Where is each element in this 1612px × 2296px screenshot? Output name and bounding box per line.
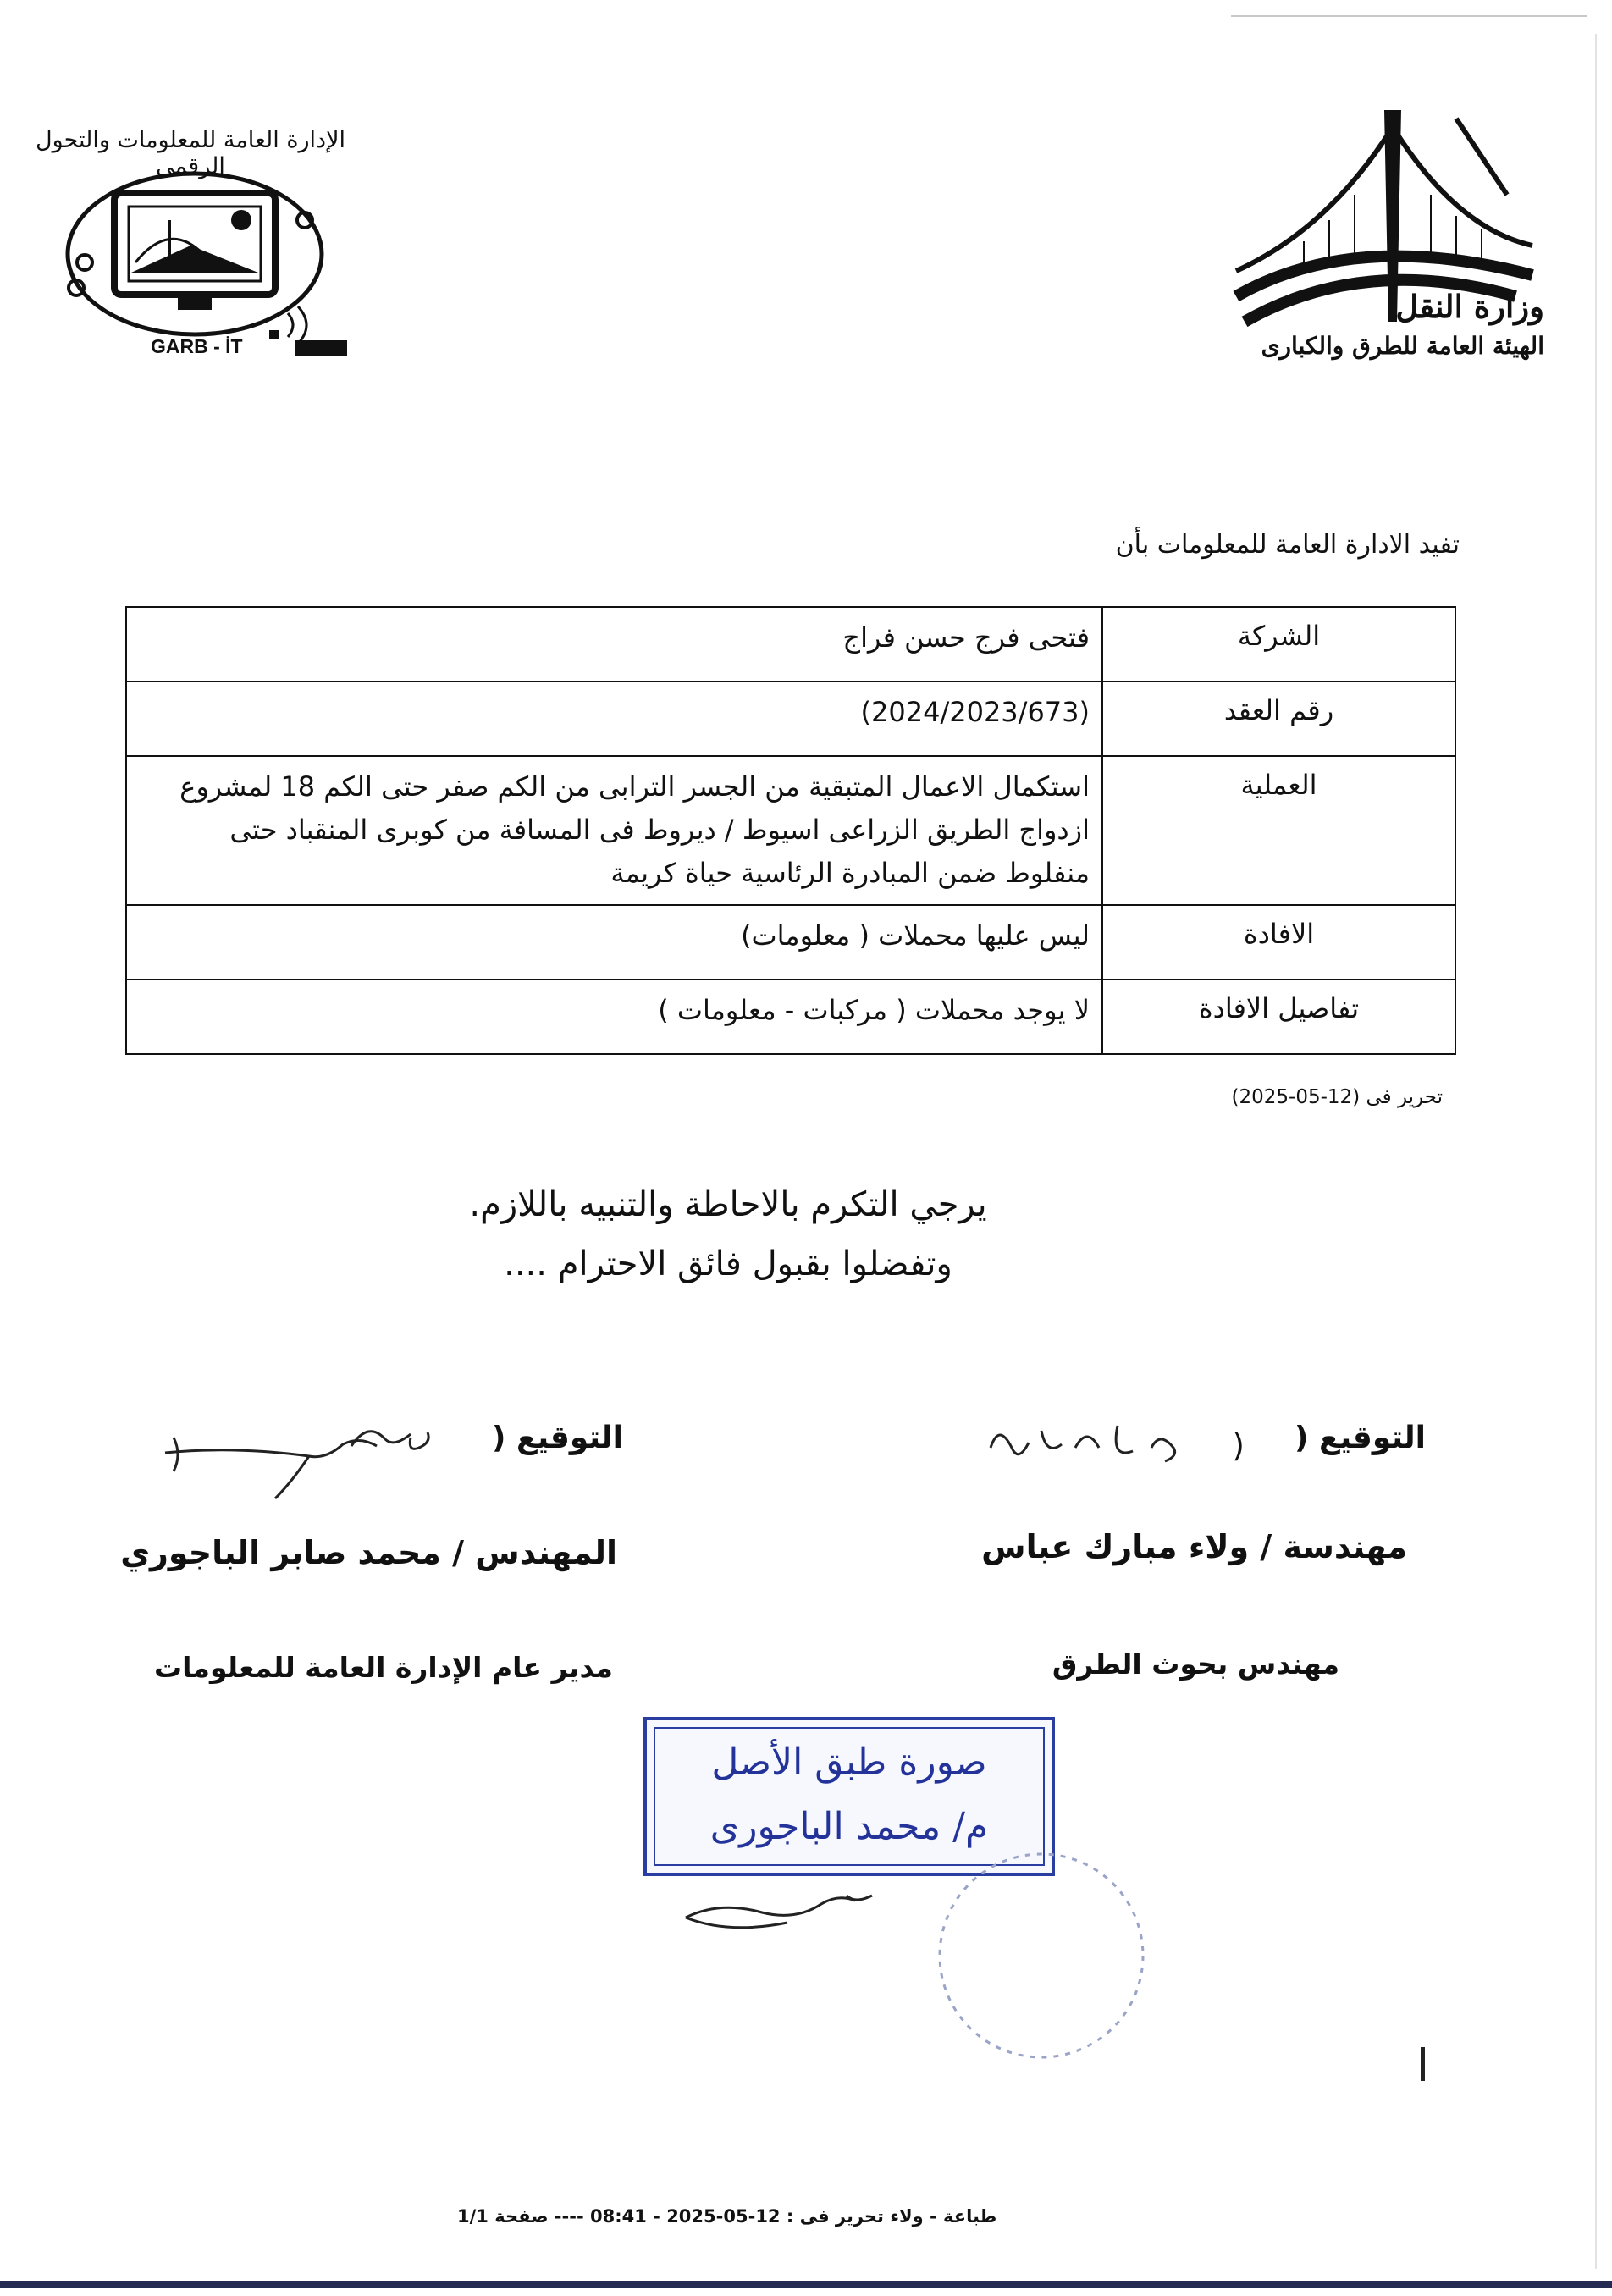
stamp-line-2: م/ محمد الباجورى xyxy=(709,1805,989,1848)
row-label: الشركة xyxy=(1102,607,1455,682)
signature-label-text: التوقيع ( xyxy=(1295,1421,1426,1455)
handwritten-signature-right xyxy=(974,1414,1261,1473)
signature-label-right xyxy=(1295,1421,1426,1455)
department-logo-text: الإدارة العامة للمعلومات والتحول الرقمى xyxy=(36,127,345,179)
stamp-signature xyxy=(677,1884,897,1943)
closing-line-1: يرجي التكرم بالاحاطة والتنبيه باللازم. xyxy=(469,1185,987,1224)
row-label: تفاصيل الافادة xyxy=(1102,980,1455,1054)
ministry-name: وزارة النقل xyxy=(1395,288,1544,325)
engineer-title-right: مهندس بحوث الطرق xyxy=(1052,1647,1339,1681)
table-row xyxy=(126,756,1455,905)
row-value: ليس عليها محملات ( معلومات) xyxy=(126,905,1102,980)
handwritten-signature-left xyxy=(157,1412,512,1505)
scan-top-line xyxy=(1231,15,1587,17)
scan-right-edge xyxy=(1595,34,1597,2269)
row-value: استكمال الاعمال المتبقية من الجسر الترابى من الكم صفر حتى الكم 18 لمشروع ازدواج الطريق الزراعى اسيوط / ديروط فى المسافة من كوبرى المنقباد حتى منفلوط ضمن المبادرة الرئاسية حياة كريمة xyxy=(126,756,1102,905)
row-value: (2024/2023/673) xyxy=(126,682,1102,756)
closing-paren: ) xyxy=(1232,1427,1245,1464)
garb-it-logo xyxy=(34,161,347,415)
engineer-title-left: مدير عام الإدارة العامة للمعلومات xyxy=(153,1651,613,1684)
faint-round-seal xyxy=(931,1846,1151,2066)
issue-date: تحرير فى (12-05-2025) xyxy=(1231,1086,1443,1108)
authority-name: الهيئة العامة للطرق والكبارى xyxy=(1261,332,1544,360)
engineer-name-right: مهندسة / ولاء مبارك عباس xyxy=(981,1528,1407,1565)
table-row xyxy=(126,905,1455,980)
table-row xyxy=(126,980,1455,1054)
row-label: الافادة xyxy=(1102,905,1455,980)
margin-mark xyxy=(1421,2047,1425,2081)
scan-bottom-edge xyxy=(0,2281,1612,2288)
table-row xyxy=(126,682,1455,756)
stamp-line-1: صورة طبق الأصل xyxy=(711,1741,987,1784)
row-value: لا يوجد محملات ( مركبات - معلومات ) xyxy=(126,980,1102,1054)
print-footer: طباعة - ولاء تحرير فى : 12-05-2025 - 08:41 ---- صفحة 1/1 xyxy=(457,2206,997,2227)
row-label: العملية xyxy=(1102,756,1455,905)
intro-text: تفيد الادارة العامة للمعلومات بأن xyxy=(1115,530,1460,560)
row-label: رقم العقد xyxy=(1102,682,1455,756)
row-value: فتحى فرج حسن فراج xyxy=(126,607,1102,682)
garb-it-label: GARB - İT xyxy=(151,335,243,357)
signature-label-text: التوقيع ( xyxy=(492,1421,623,1455)
engineer-name-left: المهندس / محمد صابر الباجوري xyxy=(120,1534,617,1571)
table-row xyxy=(126,607,1455,682)
info-table xyxy=(125,606,1456,1055)
closing-line-2: وتفضلوا بقبول فائق الاحترام .... xyxy=(504,1245,952,1283)
